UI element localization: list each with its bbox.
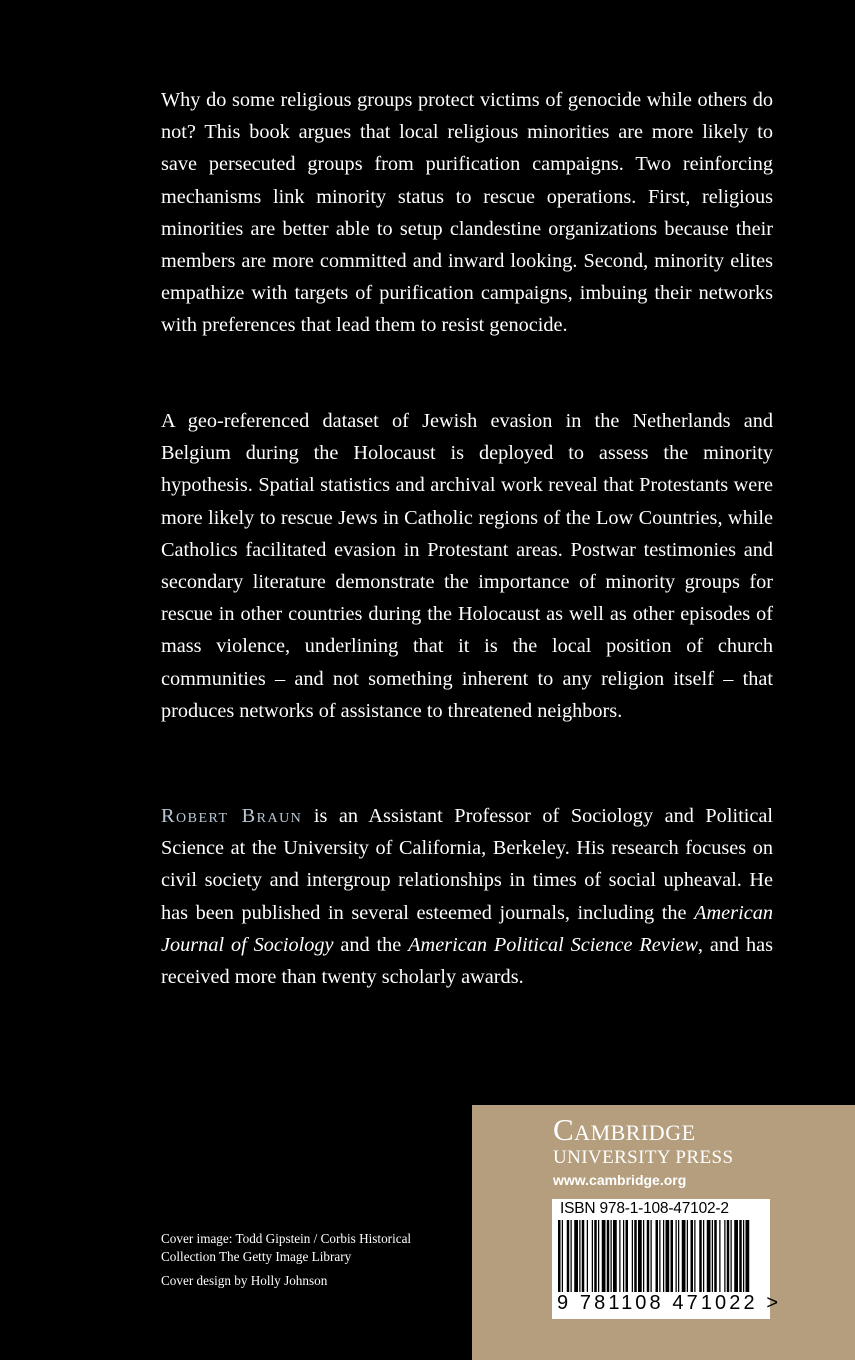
blurb-paragraph-1: Why do some religious groups protect victims of genocide while others do not? This book argues that local religious minorities are more likely to save persecuted groups from purification campaigns. Two reinforcing mechanisms link minority status to rescue operations. First, religious minorities are better able to setup clandestine organizations because their members are more committed and inward looking. Second, minority elites empathize with targets of purification campaigns, imbuing their networks with preferences that lead them to resist genocide. (161, 89, 773, 337)
barcode-box (552, 1199, 782, 1319)
publisher-name: Cambridge (553, 1112, 696, 1147)
journal-title-2: American Political Science Review (408, 933, 698, 956)
isbn-label: ISBN 978-1-108-47102-2 (560, 1200, 729, 1217)
author-bio-text-1: is an Assistant Professor of Sociology and Political Science at the University of California, Berkeley. His research focuses on civil society and intergroup relationships in times of social upheaval. He has been published in several esteemed journals, including the (161, 805, 774, 924)
publisher-panel (472, 1105, 855, 1360)
publisher-subtitle: UNIVERSITY PRESS (553, 1147, 734, 1168)
blurb-paragraph-2: A geo-referenced dataset of Jewish evasion in the Netherlands and Belgium during the Holocaust is deployed to assess the minority hypothesis. Spatial statistics and archival work reveal that Protestants were more likely to rescue Jews in Catholic regions of the Low Countries, while Catholics facilitated evasion in Protestant areas. Postwar testimonies and secondary literature demonstrate the importance of minority groups for rescue in other countries during the Holocaust as well as other episodes of mass violence, underlining that it is the local position of church communities – and not something inherent to any religion itself – that produces networks of assistance to threatened neighbors. (161, 410, 773, 722)
journal-title-1: American Journal of Sociology (161, 901, 773, 956)
author-bio (161, 800, 773, 993)
publisher-url: www.cambridge.org (553, 1172, 687, 1188)
cover-image-credit: Cover image: Todd Gipstein / Corbis Historical Collection The Getty Image Library (161, 1231, 412, 1264)
barcode-number: 9 781108 471022 > (557, 1292, 782, 1314)
author-bio-text-3: , and has received more than twenty scholarly awards. (161, 933, 773, 989)
cover-credits (161, 1230, 461, 1290)
cover-design-credit: Cover design by Holly Johnson (161, 1273, 328, 1288)
author-bio-text-2: and the (333, 933, 409, 956)
barcode-icon (556, 1220, 752, 1292)
author-name: Robert Braun (161, 805, 303, 827)
